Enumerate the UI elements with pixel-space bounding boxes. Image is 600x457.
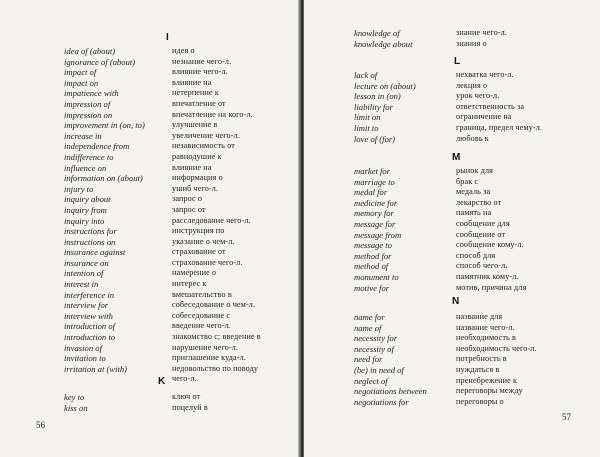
english-column-k bbox=[64, 392, 172, 413]
entry-line: вмешательство в bbox=[172, 289, 232, 299]
entry-line: need for bbox=[354, 354, 383, 365]
entry-line: незнание чего-л. bbox=[172, 56, 232, 66]
entry-line: injury to bbox=[64, 183, 94, 194]
entry-line: указание о чем-л. bbox=[172, 236, 235, 246]
russian-column-l bbox=[456, 70, 596, 144]
entry-line: impatience with bbox=[64, 88, 119, 99]
entry-line: introduction to bbox=[64, 332, 116, 343]
entry-line: намерение о bbox=[172, 268, 217, 278]
entry-line: knowledge of bbox=[354, 28, 400, 38]
entry-line: памятник кому-л. bbox=[456, 271, 519, 281]
section-letter-l: L bbox=[454, 56, 461, 67]
entry-line: knowledge about bbox=[354, 38, 413, 49]
entry-line: впечатление на кого-л. bbox=[172, 109, 253, 119]
entry-line: method for bbox=[354, 250, 392, 261]
entry-line: message from bbox=[354, 229, 402, 240]
entry-line: расследование чего-л. bbox=[172, 215, 251, 225]
entry-line: урок чего-л. bbox=[456, 91, 500, 101]
entry-line: impression of bbox=[64, 98, 111, 109]
entry-line: медаль за bbox=[456, 187, 491, 197]
entry-line: neglect of bbox=[354, 375, 388, 386]
entry-line: medicine for bbox=[354, 197, 398, 208]
entry-line: поцелуй в bbox=[172, 402, 208, 412]
entry-line: name of bbox=[354, 322, 382, 333]
english-column-i bbox=[64, 46, 172, 374]
entry-line: любовь к bbox=[456, 133, 489, 143]
section-letter-m: M bbox=[452, 152, 461, 163]
entry-line: impact on bbox=[64, 77, 99, 88]
entry-line: впечатление от bbox=[172, 98, 226, 108]
entry-line: собеседование с bbox=[172, 310, 231, 320]
entry-line: method of bbox=[354, 261, 389, 272]
entry-line: ignorance of (about) bbox=[64, 56, 136, 67]
entry-line: память на bbox=[456, 208, 492, 218]
entry-line: lecture on (about) bbox=[354, 80, 416, 91]
entry-line: страхование от bbox=[172, 247, 226, 257]
entry-line: limit on bbox=[354, 112, 381, 123]
entry-line: message for bbox=[354, 218, 396, 229]
entry-line: interview with bbox=[64, 310, 113, 321]
entry-line: instructions on bbox=[64, 236, 116, 247]
entry-line: inquiry from bbox=[64, 204, 107, 215]
entry-line: insurance on bbox=[64, 257, 109, 268]
entry-line: influence on bbox=[64, 162, 107, 173]
entry-line: information on (about) bbox=[64, 173, 143, 184]
entry-line: инструкция по bbox=[172, 226, 225, 236]
entry-line: знание чего-л. bbox=[456, 28, 507, 37]
entry-line: приглашение куда-л. bbox=[172, 353, 246, 363]
entry-line: рынок для bbox=[456, 166, 494, 175]
entry-line: instructions for bbox=[64, 226, 117, 237]
entry-line: indifference to bbox=[64, 151, 114, 162]
entry-line: название чего-л. bbox=[456, 322, 515, 332]
page-number-right: 57 bbox=[562, 412, 571, 422]
entry-line: motive for bbox=[354, 282, 390, 293]
entry-line: влияние чего-л. bbox=[172, 67, 228, 77]
entry-line: insurance against bbox=[64, 247, 126, 258]
russian-column-m bbox=[456, 166, 596, 293]
entry-line: увеличение чего-л. bbox=[172, 130, 240, 140]
entry-line: key to bbox=[64, 392, 85, 402]
entry-line: нехватка чего-л. bbox=[456, 70, 514, 79]
entry-line: increase in bbox=[64, 130, 102, 141]
entry-line: влияние на bbox=[172, 162, 212, 172]
entry-line: способ чего-л. bbox=[456, 261, 508, 271]
entry-line: limit to bbox=[354, 122, 379, 133]
section-letter-n: N bbox=[452, 296, 460, 307]
russian-column-i bbox=[172, 46, 292, 385]
entry-line: independence from bbox=[64, 141, 130, 152]
entry-line: love of (for) bbox=[354, 133, 396, 144]
section-letter-i: I bbox=[166, 32, 169, 43]
entry-line: переговоры между bbox=[456, 386, 523, 396]
entry-line: necessity for bbox=[354, 333, 398, 344]
entry-line: введение чего-л. bbox=[172, 321, 231, 331]
entry-line: (be) in need of bbox=[354, 364, 404, 375]
entry-line: intention of bbox=[64, 268, 104, 279]
russian-column-n bbox=[456, 312, 596, 407]
entry-line: переговоры о bbox=[456, 396, 504, 406]
entry-line: необходимость чего-л. bbox=[456, 343, 537, 353]
entry-line: negotiations between bbox=[354, 386, 427, 397]
entry-line: пренебрежение к bbox=[456, 375, 518, 385]
entry-line: улучшение в bbox=[172, 120, 218, 130]
entry-line: влияние на bbox=[172, 77, 212, 87]
entry-line: знания о bbox=[456, 38, 487, 48]
entry-line: запрос от bbox=[172, 204, 206, 214]
entry-line: собеседование о чем-л. bbox=[172, 300, 256, 310]
entry-line: lack of bbox=[354, 70, 378, 80]
russian-column-k-cont bbox=[456, 28, 596, 49]
entry-line: negotiations for bbox=[354, 396, 409, 407]
entry-line: interview for bbox=[64, 300, 109, 311]
entry-line: ушиб чего-л. bbox=[172, 183, 219, 193]
entry-line: сообщение для bbox=[456, 218, 510, 228]
russian-column-k bbox=[172, 392, 292, 413]
entry-line: мотив, причина для bbox=[456, 282, 527, 292]
entry-line: интерес к bbox=[172, 279, 207, 289]
entry-line: market for bbox=[354, 166, 391, 176]
right-page bbox=[304, 0, 600, 457]
entry-line: нетерпение к bbox=[172, 88, 219, 98]
entry-line: ограничение на bbox=[456, 112, 512, 122]
entry-line: idea of (about) bbox=[64, 46, 116, 56]
entry-line: название для bbox=[456, 312, 503, 321]
entry-line: способ для bbox=[456, 250, 496, 260]
entry-line: лекция о bbox=[456, 80, 488, 90]
entry-line: impression on bbox=[64, 109, 113, 120]
entry-line: marriage to bbox=[354, 176, 395, 187]
entry-line: страхование чего-л. bbox=[172, 257, 243, 267]
entry-line: necessity of bbox=[354, 343, 394, 354]
entry-line: потребность в bbox=[456, 354, 507, 364]
entry-line: независимость от bbox=[172, 141, 235, 151]
entry-line: ответственность за bbox=[456, 101, 525, 111]
entry-line: memory for bbox=[354, 208, 394, 219]
entry-line: информация о bbox=[172, 173, 223, 183]
entry-line: interference in bbox=[64, 289, 115, 300]
entry-line: запрос о bbox=[172, 194, 203, 204]
entry-line: invasion of bbox=[64, 342, 102, 353]
entry-line: liability for bbox=[354, 101, 393, 112]
entry-line: сообщение от bbox=[456, 229, 506, 239]
page-number-left: 56 bbox=[36, 420, 45, 430]
entry-line: знакомство с; введение в bbox=[172, 332, 261, 342]
entry-line: irritation at (with) bbox=[64, 363, 128, 374]
entry-line: invitation to bbox=[64, 353, 106, 364]
entry-line: introduction of bbox=[64, 321, 116, 332]
entry-line: нуждаться в bbox=[456, 364, 500, 374]
entry-line: impact of bbox=[64, 67, 97, 78]
entry-line: improvement in (on, to) bbox=[64, 120, 145, 131]
entry-line: брак с bbox=[456, 176, 479, 186]
entry-line: lesson in (on) bbox=[354, 91, 401, 102]
entry-line: monument to bbox=[354, 271, 399, 282]
entry-line: inquiry into bbox=[64, 215, 105, 226]
entry-line: недовольство по поводу bbox=[172, 363, 259, 373]
entry-line: граница, предел чему-л. bbox=[456, 122, 543, 132]
entry-line: interest in bbox=[64, 279, 99, 290]
entry-line: message to bbox=[354, 240, 392, 251]
entry-line: необходимость в bbox=[456, 333, 516, 343]
entry-line: чего-л. bbox=[172, 374, 197, 384]
entry-line: сообщение кому-л. bbox=[456, 240, 524, 250]
entry-line: идея о bbox=[172, 46, 195, 55]
entry-line: лекарство от bbox=[456, 197, 502, 207]
entry-line: ключ от bbox=[172, 392, 201, 401]
entry-line: inquiry about bbox=[64, 194, 111, 205]
entry-line: name for bbox=[354, 312, 385, 322]
entry-line: нарушение чего-л. bbox=[172, 342, 239, 352]
entry-line: kiss on bbox=[64, 402, 88, 413]
section-letter-k: K bbox=[158, 376, 166, 387]
entry-line: равнодушие к bbox=[172, 151, 222, 161]
entry-line: medal for bbox=[354, 187, 388, 198]
